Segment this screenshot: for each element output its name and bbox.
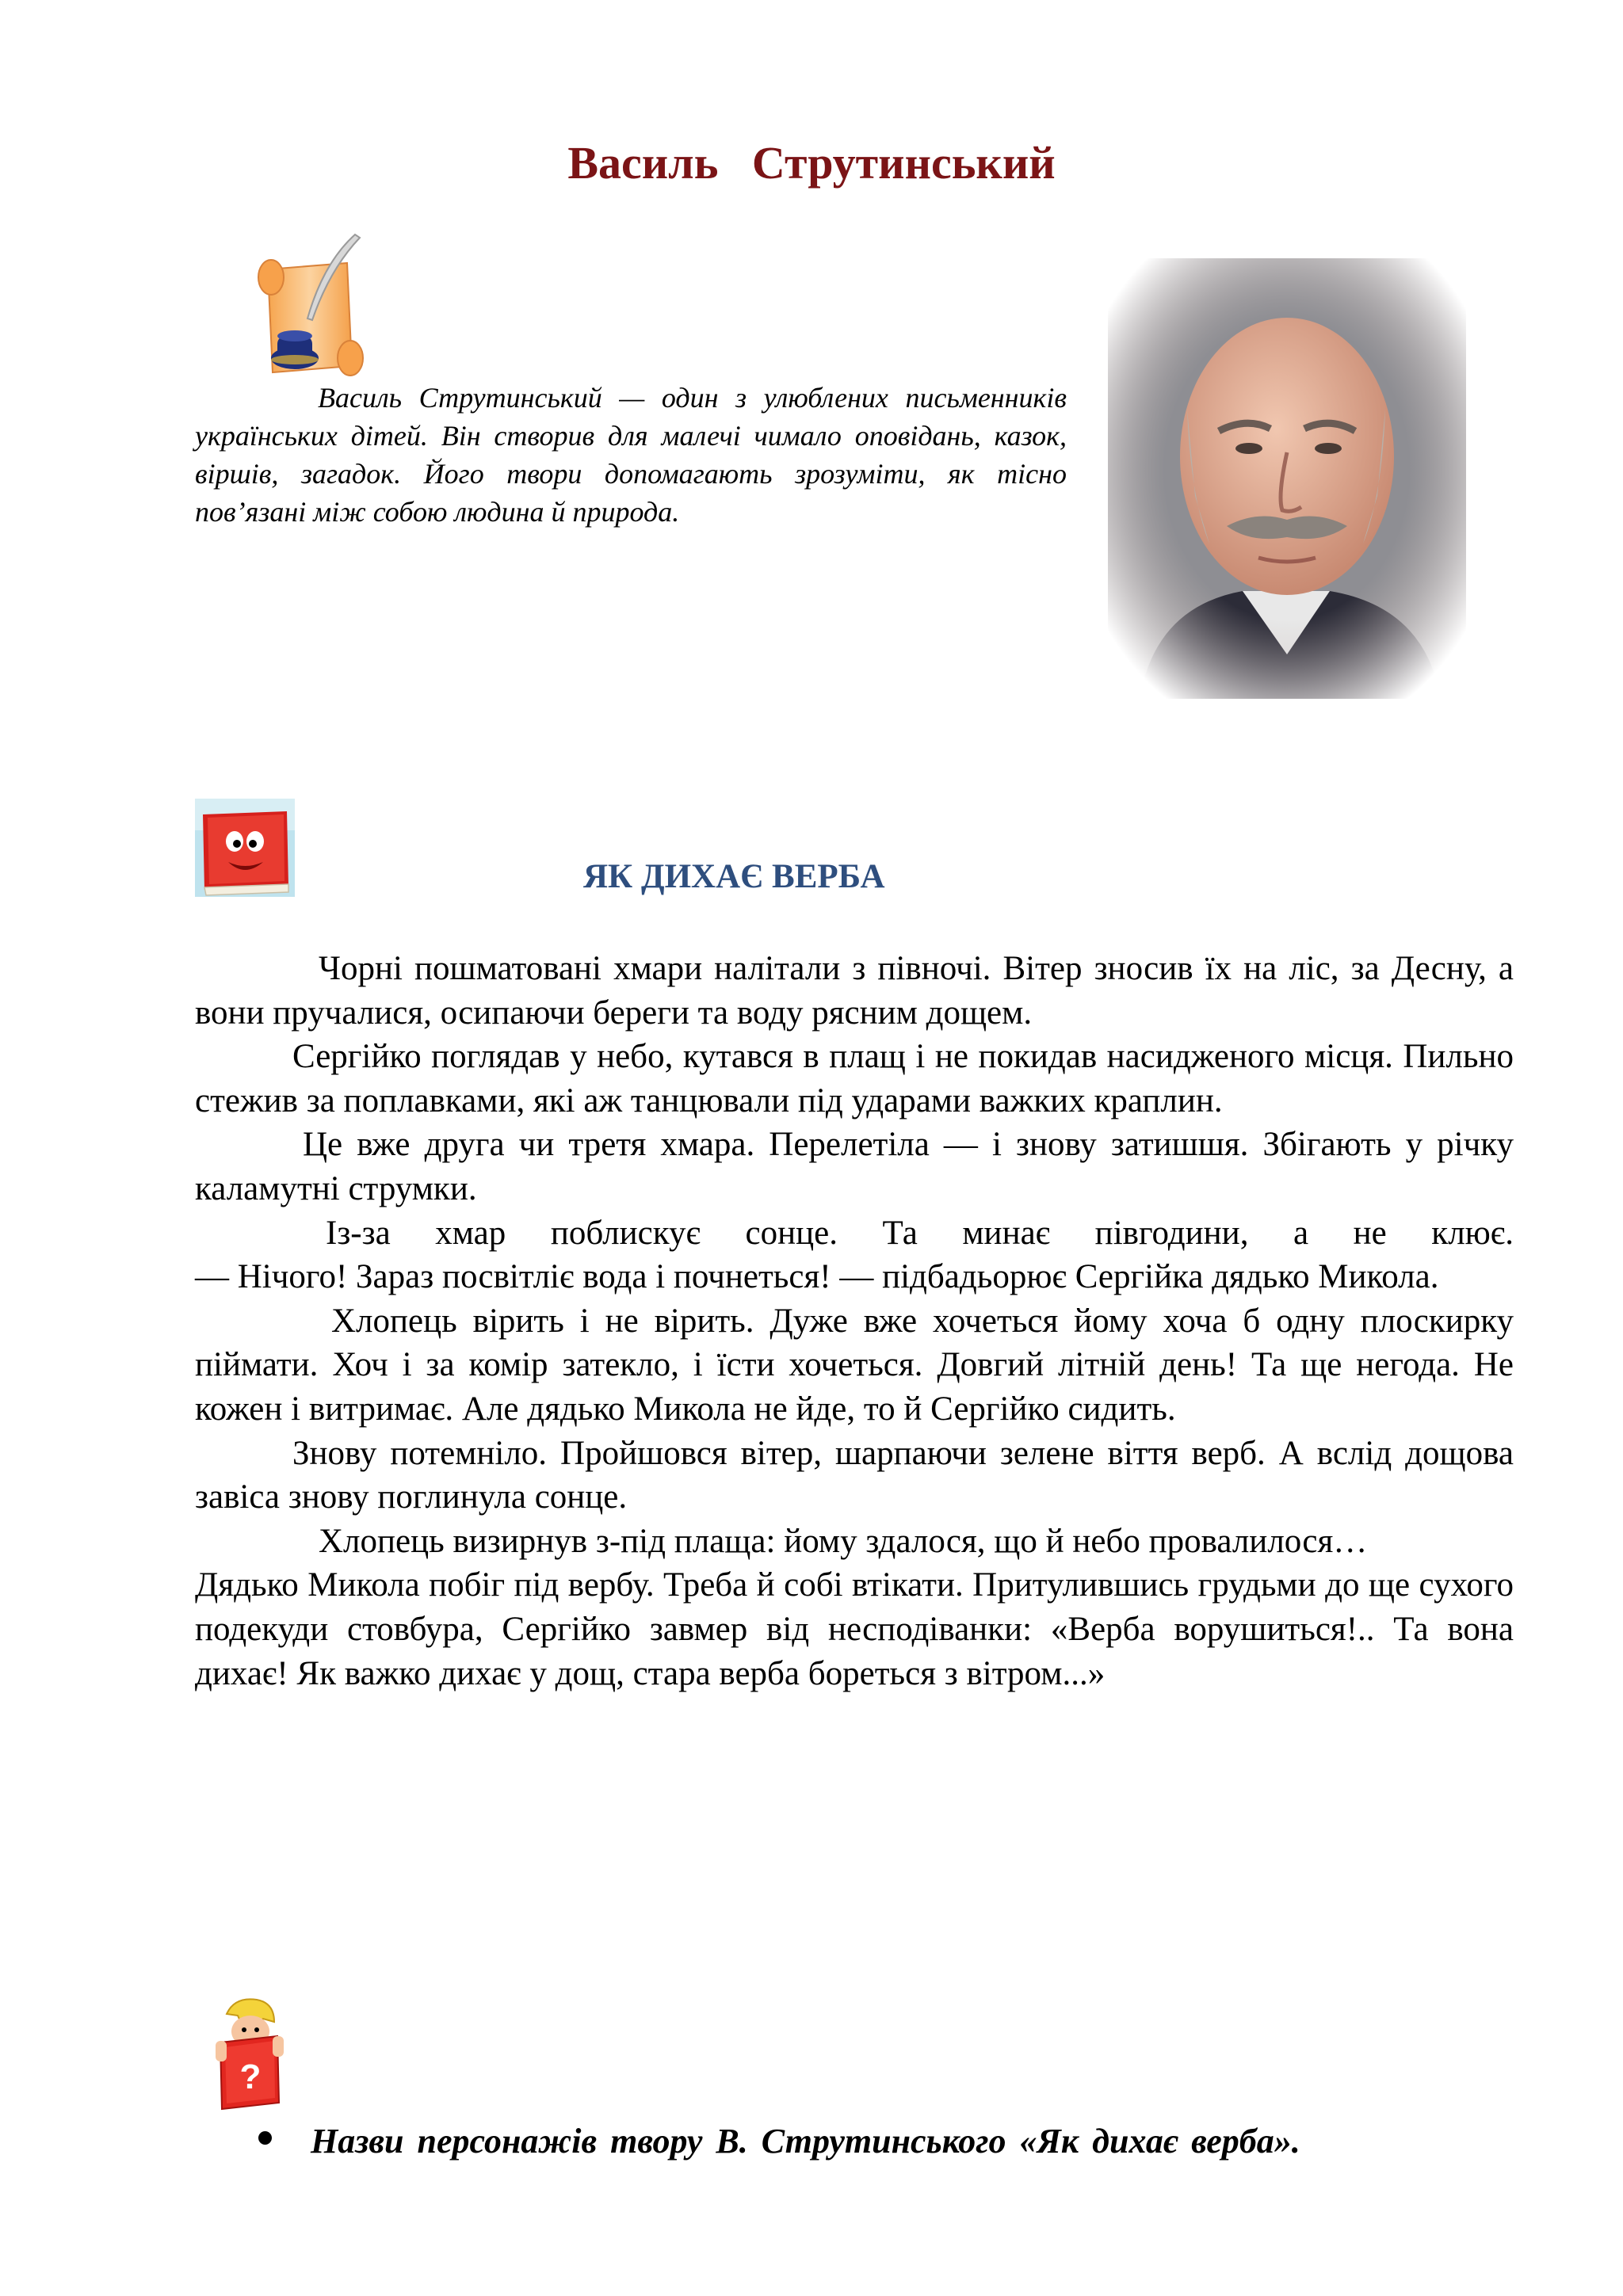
svg-text:?: ? [239, 2058, 262, 2096]
story-title: ЯК ДИХАЄ ВЕРБА [583, 858, 885, 895]
story-paragraph: Сергійко поглядав у небо, кутався в плащ і не покидав насидженого місця. Пильно стежив за поплавками, які аж танцювали під ударами важких краплин. [195, 1038, 1514, 1119]
story-paragraph: Чорні пошматовані хмари налітали з півночі. Вітер зносив їх на ліс, за Десну, а вони пручалися, осипаючи береги та воду рясним дощем. [195, 950, 1514, 1032]
page-title: Василь Струтинський [567, 137, 1056, 189]
question-kid-icon [211, 1995, 285, 2114]
story-paragraph: Знову потемніло. Пройшовся вітер, шарпаючи зелене віття верб. А вслід дощова завіса знову поглинула сонце. [195, 1434, 1514, 1516]
author-portrait [1108, 258, 1466, 699]
book-character-icon [195, 799, 295, 897]
story-paragraph: Хлопець вірить і не вірить. Дуже вже хочеться йому хоча б одну плоскирку піймати. Хоч і за комір затекло, і їсти хочеться. Довгий літній день! Та ще негода. Не кожен і витримає. Але дядько Микола не йде, то й Сергійко сидить. [195, 1302, 1514, 1428]
story-paragraph: Хлопець визирнув з-під плаща: йому здалося, що й небо провалилося… [319, 1522, 1368, 1560]
scroll-quill-icon [244, 231, 371, 380]
author-bio: Василь Струтинський — один з улюблених письменників українських дітей. Він створив для малечі чимало оповідань, казок, віршів, загадок. Його твори допомагають зрозуміти, як тісно пов’язані між собою людина й природа. [195, 382, 1067, 528]
story-paragraph: Із-за хмар поблискує сонце. Та минає півгодини, а не клює. [326, 1214, 1514, 1252]
story-text [195, 947, 1514, 1695]
story-paragraph: — Нічого! Зараз посвітліє вода і почнеться! — підбадьорює Сергійка дядько Микола. [195, 1258, 1439, 1296]
story-paragraph: Це вже друга чи третя хмара. Перелетіла — і знову затишшя. Збігають у річку каламутні струмки. [195, 1126, 1514, 1207]
story-paragraph: Дядько Микола побіг під вербу. Треба й собі втікати. Притулившись грудьми до ще сухого подекуди стовбура, Сергійко завмер від несподіванки: «Верба ворушиться!.. Та вона дихає! Як важко дихає у дощ, стара верба бореться з вітром...» [195, 1566, 1514, 1692]
task-question: Назви персонажів твору В. Струтинського «Як дихає верба». [311, 2122, 1300, 2161]
bullet-marker [258, 2131, 272, 2145]
